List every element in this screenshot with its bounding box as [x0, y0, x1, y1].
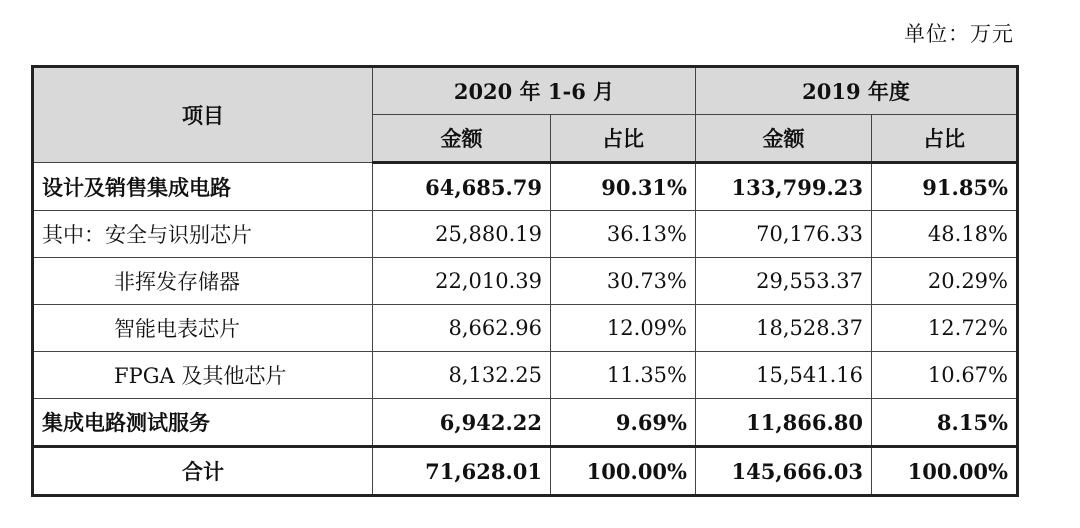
row-name: 智能电表芯片 [33, 305, 373, 352]
table-row [33, 211, 1018, 258]
amount-2019: 70,176.33 [696, 211, 872, 258]
table-row [33, 399, 1018, 447]
header-ratio-2: 占比 [872, 115, 1018, 163]
table-row [33, 305, 1018, 352]
ratio-2019: 8.15% [872, 399, 1018, 447]
amount-2020h1: 25,880.19 [373, 211, 551, 258]
amount-2020h1: 71,628.01 [373, 447, 551, 496]
table-row [33, 163, 1018, 211]
amount-2020h1: 6,942.22 [373, 399, 551, 447]
ratio-2020h1: 90.31% [551, 163, 696, 211]
ratio-2019: 100.00% [872, 447, 1018, 496]
header-ratio-1: 占比 [551, 115, 696, 163]
amount-2019: 133,799.23 [696, 163, 872, 211]
ratio-2020h1: 11.35% [551, 352, 696, 399]
header-amount-1: 金额 [373, 115, 551, 163]
header-period-2019: 2019 年度 [696, 67, 1018, 115]
amount-2020h1: 8,662.96 [373, 305, 551, 352]
header-amount-2: 金额 [696, 115, 872, 163]
row-name: 合计 [33, 447, 373, 496]
ratio-2020h1: 36.13% [551, 211, 696, 258]
amount-2019: 11,866.80 [696, 399, 872, 447]
ratio-2020h1: 9.69% [551, 399, 696, 447]
table-row [33, 258, 1018, 305]
ratio-2019: 91.85% [872, 163, 1018, 211]
ratio-2019: 10.67% [872, 352, 1018, 399]
row-name: 集成电路测试服务 [33, 399, 373, 447]
row-name: 设计及销售集成电路 [33, 163, 373, 211]
ratio-2020h1: 100.00% [551, 447, 696, 496]
ratio-2020h1: 12.09% [551, 305, 696, 352]
row-name: FPGA 及其他芯片 [33, 352, 373, 399]
row-name: 非挥发存储器 [33, 258, 373, 305]
amount-2020h1: 64,685.79 [373, 163, 551, 211]
amount-2019: 15,541.16 [696, 352, 872, 399]
amount-2019: 145,666.03 [696, 447, 872, 496]
ratio-2020h1: 30.73% [551, 258, 696, 305]
header-item: 项目 [33, 67, 373, 163]
amount-2019: 18,528.37 [696, 305, 872, 352]
amount-2020h1: 8,132.25 [373, 352, 551, 399]
amount-2020h1: 22,010.39 [373, 258, 551, 305]
revenue-table [31, 65, 1019, 497]
unit-label: 单位：万元 [904, 22, 1014, 46]
total-row [33, 447, 1018, 496]
ratio-2019: 20.29% [872, 258, 1018, 305]
ratio-2019: 48.18% [872, 211, 1018, 258]
ratio-2019: 12.72% [872, 305, 1018, 352]
header-period-2020h1: 2020 年 1-6 月 [373, 67, 696, 115]
row-name: 其中：安全与识别芯片 [33, 211, 373, 258]
table-row [33, 352, 1018, 399]
amount-2019: 29,553.37 [696, 258, 872, 305]
header-row-1 [33, 67, 1018, 115]
